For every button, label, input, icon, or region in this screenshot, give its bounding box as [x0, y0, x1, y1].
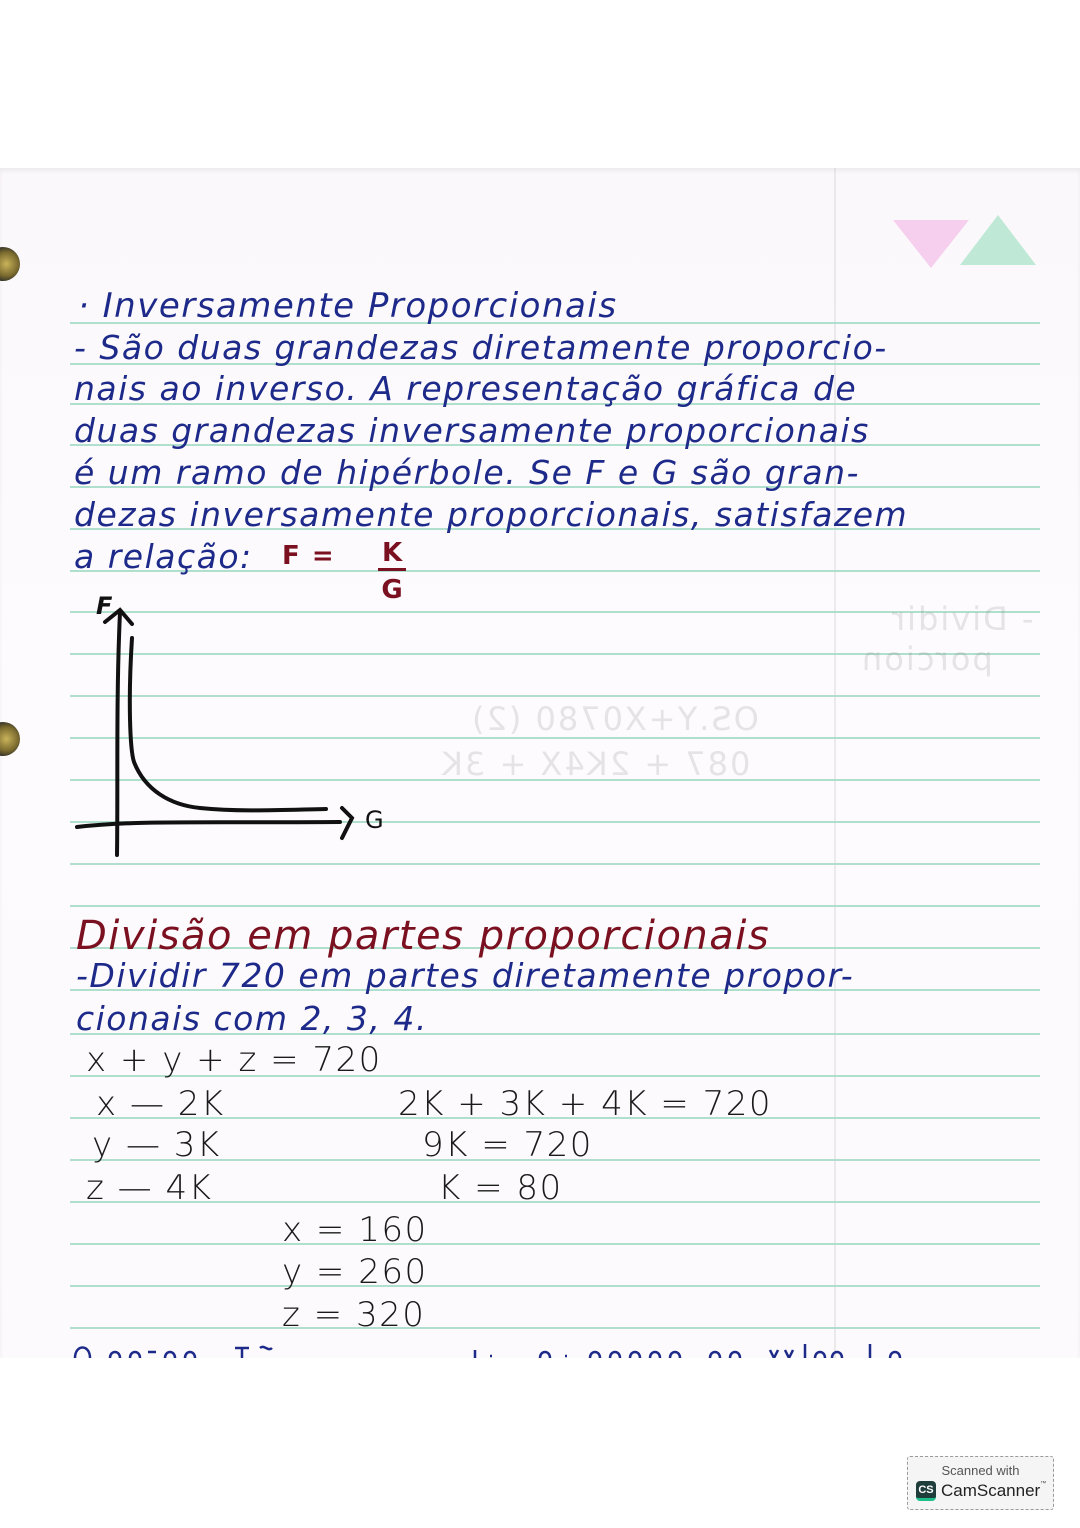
logo-triangle-pink	[893, 220, 969, 268]
bleed-through-text: OS.Y+X0780 (2)	[470, 700, 759, 738]
text-line: nais ao inverso. A representação gráfica de	[74, 369, 858, 408]
logo-triangle-green	[960, 215, 1036, 265]
bleed-through-text: 087 + 2K4X + 3K	[440, 745, 751, 783]
solving-step: 2K + 3K + 4K = 720	[398, 1084, 772, 1124]
result-y: y = 260	[282, 1252, 428, 1292]
bleed-through-text: - Dividir	[890, 600, 1034, 638]
relation-label: a relação:	[74, 537, 253, 576]
x-axis-arrow	[342, 808, 352, 838]
proportion-row: y — 3K	[92, 1125, 221, 1165]
bleed-through-text: porcion	[860, 640, 993, 678]
result-x: x = 160	[282, 1210, 428, 1250]
section-title-division: Divisão em partes proporcionais	[76, 913, 771, 959]
cutoff-text-line	[70, 1340, 1020, 1358]
result-z: z = 320	[282, 1295, 426, 1335]
proportion-row: z — 4K	[86, 1168, 213, 1208]
text-line: duas grandezas inversamente proporcionais	[74, 411, 870, 450]
text-line: é um ramo de hipérbole. Se F e G são gran-	[74, 453, 860, 492]
watermark-brand: CamScanner™	[941, 1481, 1047, 1500]
solving-step: K = 80	[438, 1168, 563, 1208]
section-title-inverse: · Inversamente Proporcionais	[78, 286, 618, 326]
y-axis-label: F	[96, 592, 113, 620]
solving-step: 9K = 720	[422, 1125, 593, 1165]
text-line: - São duas grandezas diretamente proporcio-	[74, 328, 888, 367]
equation-sum: x + y + z = 720	[86, 1040, 382, 1080]
y-axis	[117, 612, 120, 855]
formula-numerator: K	[378, 540, 406, 571]
camscanner-watermark	[907, 1456, 1054, 1510]
camscanner-logo-icon: CS	[916, 1481, 936, 1501]
proportion-row: x — 2K	[96, 1084, 225, 1124]
watermark-caption: Scanned with	[941, 1463, 1020, 1478]
formula-lhs: F =	[282, 541, 336, 571]
formula-denominator: G	[381, 575, 403, 605]
x-axis-label: G	[365, 806, 384, 834]
hyperbola-curve	[130, 638, 326, 810]
text-line: cionais com 2, 3, 4.	[76, 999, 428, 1038]
text-line: -Dividir 720 em partes diretamente propor-	[76, 956, 855, 995]
text-line: dezas inversamente proporcionais, satisfazem	[74, 495, 909, 534]
hyperbola-graph	[60, 580, 420, 880]
